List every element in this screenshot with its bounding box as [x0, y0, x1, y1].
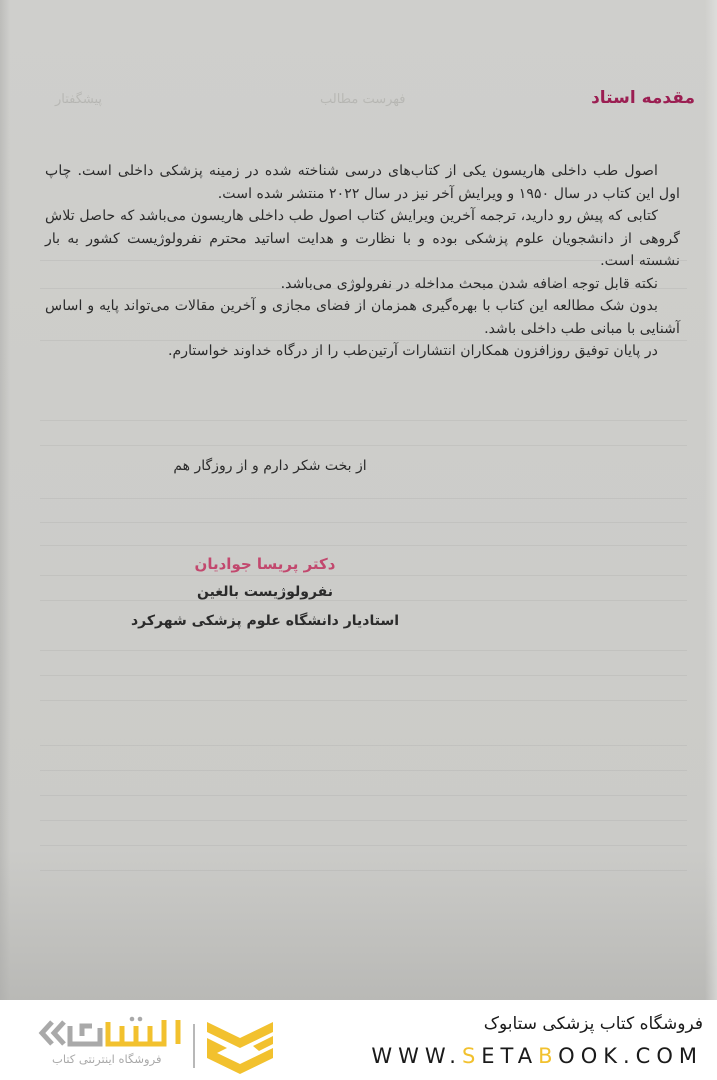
logo-mark [205, 1018, 275, 1078]
store-url[interactable] [371, 1044, 703, 1068]
show-through-line [40, 650, 687, 651]
paragraph: بدون شک مطالعه این کتاب با بهره‌گیری همزمان از فضای مجازی و آخرین مقالات می‌تواند پایه و اساس آشنایی با مبانی طب داخلی باشد. [45, 298, 680, 337]
signature-block [120, 550, 410, 636]
setabook-wordmark-icon [38, 1016, 188, 1050]
show-through-line [40, 745, 687, 746]
show-through-line [40, 522, 687, 523]
author-name: دکتر پریسا جوادیان [194, 555, 336, 573]
logo-subtitle: فروشگاه اینترنتی کتاب [52, 1052, 162, 1066]
logo-divider [193, 1024, 195, 1068]
show-through-text: فهرست مطالب [320, 92, 406, 107]
paragraph: اصول طب داخلی هاریسون یکی از کتاب‌های درسی شناخته شده در زمینه پزشکی داخلی است. چاپ اول این کتاب در سال ۱۹۵۰ و ویرایش آخر نیز در سال ۲۰۲۲ منتشر شده است. [45, 163, 680, 202]
url-part: OOK.COM [558, 1044, 703, 1068]
url-highlight: S [461, 1044, 482, 1068]
show-through-line [40, 870, 687, 871]
show-through-line [40, 845, 687, 846]
author-title: نفرولوژیست بالغین [196, 584, 334, 600]
author-affiliation: استادیار دانشگاه علوم پزشکی شهرکرد [130, 613, 400, 629]
paragraph: کتابی که پیش رو دارید، ترجمه آخرین ویرایش کتاب اصول طب داخلی هاریسون می‌باشد که حاصل تلاش گروهی از دانشجویان علوم پزشکی بوده و با نظارت و هدایت اساتید محترم نفرولوژیست کشور به بار نشسته است. [45, 208, 680, 269]
show-through-line [40, 545, 687, 546]
poem-line: از بخت شکر دارم و از روزگار هم [173, 458, 367, 474]
show-through-line [40, 700, 687, 701]
show-through-line [40, 795, 687, 796]
body-text [45, 160, 680, 363]
store-footer [0, 1000, 717, 1080]
url-highlight: B [538, 1044, 559, 1068]
show-through-line [40, 420, 687, 421]
show-through-line [40, 770, 687, 771]
show-through-text: پیشگفتار [55, 92, 103, 107]
show-through-line [40, 445, 687, 446]
chevron-book-icon [205, 1018, 275, 1074]
paragraph: در پایان توفیق روزافزون همکاران انتشارات آرتین‌طب را از درگاه خداوند خواستارم. [167, 343, 658, 359]
page-heading: مقدمه استاد [591, 88, 695, 108]
store-title: فروشگاه کتاب پزشکی ستابوک [483, 1014, 703, 1034]
paragraph: نکته قابل توجه اضافه شدن مبحث مداخله در نفرولوژی می‌باشد. [280, 275, 658, 292]
show-through-line [40, 498, 687, 499]
setabook-logo[interactable] [30, 1016, 290, 1072]
show-through-line [40, 675, 687, 676]
url-part: ETA [481, 1044, 539, 1068]
logo-wordmark [38, 1016, 188, 1054]
show-through-line [40, 820, 687, 821]
url-part: WWW. [371, 1044, 462, 1068]
